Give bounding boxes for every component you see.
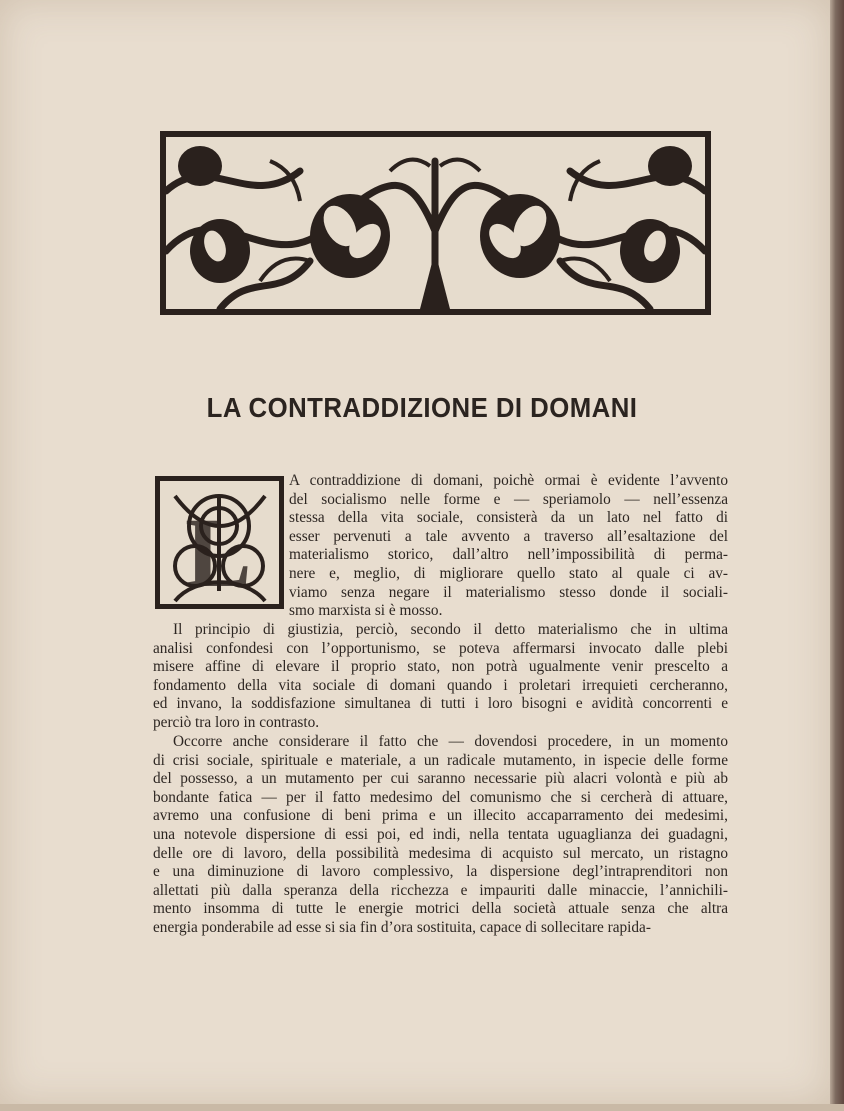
text-line: e una diminuzione di lavoro complessivo, la dispersione degl’intraprenditori non: [153, 863, 728, 881]
text-line: smo marxista si è mosso.: [289, 602, 443, 620]
knotwork-initial-icon: [155, 476, 284, 609]
text-line: fondamento della vita sociale di domani quando i proletari irrequieti cercheranno,: [153, 676, 728, 694]
text-line: del socialismo nelle forme e — speriamolo — nell’essenza: [289, 490, 728, 508]
page-bottom-edge: [0, 1104, 844, 1111]
text-line: mento insomma di tutte le energie motrici della società attuale senza che altra: [153, 900, 728, 918]
text-line: una notevole dispersione di essi poi, ed indi, nella tentata uguaglianza dei guadagni,: [153, 825, 728, 843]
decorated-initial-letter: [155, 476, 284, 609]
woodcut-headpiece-ornament: [160, 131, 711, 315]
text-line: bondante fatica — per il fatto medesimo del comunismo che si cercherà di attuare,: [153, 788, 728, 806]
text-line: del possesso, a un mutamento per cui saranno necessarie più alacri volontà e più ab: [153, 770, 728, 788]
text-line: stessa della vita sociale, consisterà da un lato nel fatto di: [289, 509, 728, 527]
page-edge: [830, 0, 844, 1111]
text-line: Occorre anche considerare il fatto che — dovendosi procedere, in un momento: [173, 733, 728, 750]
text-line: energia ponderabile ad esse si sia fin d’ora sostituita, capace di sollecitare rapida-: [153, 918, 651, 936]
chapter-title: LA CONTRADDIZIONE DI DOMANI: [206, 392, 638, 423]
text-line: misere affine di elevare il proprio stato, non potrà ugualmente venir prescelto a: [153, 658, 728, 676]
text-line: materialismo storico, dall’altro nell’impossibilità di perma-: [289, 546, 728, 564]
paragraph-3: [153, 733, 728, 938]
paragraph-2: [153, 621, 728, 733]
text-line: perciò tra loro in contrasto.: [153, 713, 320, 731]
text-line: avremo una confusione di beni prima e un illecito accaparramento dei medesimi,: [153, 807, 728, 825]
text-line: viamo senza negare il materialismo stesso donde il sociali-: [289, 583, 728, 601]
text-line: allettati più dalla speranza della ricchezza e impauriti dalle minaccie, l’annichili-: [153, 881, 728, 899]
text-line: esser pervenuti a tale avvento a traverso all’esaltazione del: [289, 527, 728, 545]
text-line: ed invano, la soddisfazione simultanea di tutti i loro bisogni e avidità concorrenti e: [153, 695, 728, 713]
text-line: nere e, meglio, di migliorare quello stato al quale ci av-: [289, 564, 728, 582]
text-line: Il principio di giustizia, perciò, secondo il detto materialismo che in ultima: [173, 621, 728, 638]
text-line: analisi confondesi con l’opportunismo, se poteva affermarsi invocato dalle plebi: [153, 639, 728, 657]
foliage-ornament-icon: [160, 131, 711, 315]
text-line: delle ore di lavoro, della possibilità medesima di acquisto sul mercato, un ristagno: [153, 844, 728, 862]
text-line: A contraddizione di domani, poichè ormai è evidente l’avvento: [289, 472, 728, 489]
text-line: di crisi sociale, spirituale e materiale, a un radicale mutamento, in ispecie delle forme: [153, 751, 728, 769]
paragraph-1: [289, 472, 728, 621]
svg-text:L: L: [185, 497, 252, 608]
